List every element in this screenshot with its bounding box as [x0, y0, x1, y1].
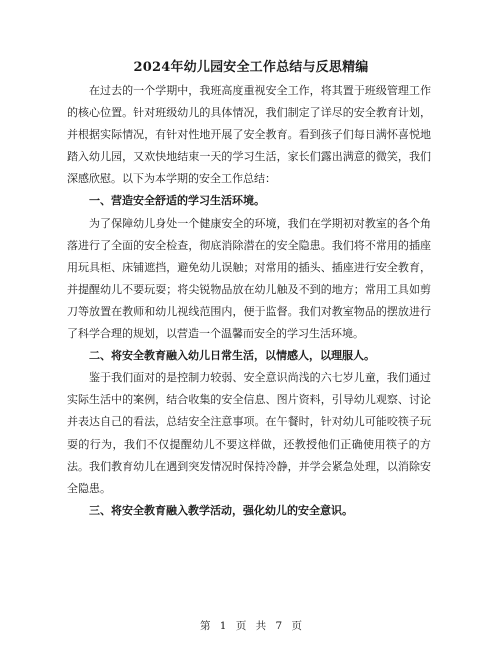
document-body — [67, 80, 431, 522]
page-footer: 第 1 页 共 7 页 — [199, 620, 303, 632]
section-paragraph-2: 鉴于我们面对的是控制力较弱、安全意识尚浅的六七岁儿童，我们通过实际生活中的案例，结合收集的安全信息、图片资料，引导幼儿观察、讨论并表达自己的看法，总结安全注意事项。在午餐时，针对幼儿可能咬筷子玩耍的行为，我们不仅提醒幼儿不要这样做，还教授他们正确使用筷子的方法。我们教育幼儿在遇到突发情况时保持冷静，并学会紧急处理，以消除安全隐患。 — [67, 371, 431, 495]
section-heading-2: 二、将安全教育融入幼儿日常生活，以情感人，以理服人。 — [89, 349, 375, 363]
document-title: 2024年幼儿园安全工作总结与反思精编 — [133, 60, 369, 75]
intro-paragraph: 在过去的一个学期中，我班高度重视安全工作，将其置于班级管理工作的核心位置。针对班级幼儿的具体情况，我们制定了详尽的安全教育计划，并根据实际情况，有针对性地开展了安全教育。看到孩子们每日满怀喜悦地踏入幼儿园，又欢快地结束一天的学习生活，家长们露出满意的微笑，我们深感欣慰。以下为本学期的安全工作总结： — [67, 84, 431, 186]
section-paragraph-1: 为了保障幼儿身处一个健康安全的环境，我们在学期初对教室的各个角落进行了全面的安全检查，彻底消除潜在的安全隐患。我们将不常用的插座用玩具柜、床铺遮挡，避免幼儿误触；对常用的插头、插座进行安全教育，并提醒幼儿不要玩耍；将尖锐物品放在幼儿触及不到的地方；常用工具如剪刀等放置在教师和幼儿视线范围内，便于监督。我们对教室物品的摆放进行了科学合理的规划，以营造一个温馨而安全的学习生活环境。 — [67, 216, 431, 341]
section-heading-3: 三、将安全教育融入教学活动，强化幼儿的安全意识。 — [89, 503, 353, 517]
section-heading-1: 一、营造安全舒适的学习生活环境。 — [89, 194, 265, 208]
